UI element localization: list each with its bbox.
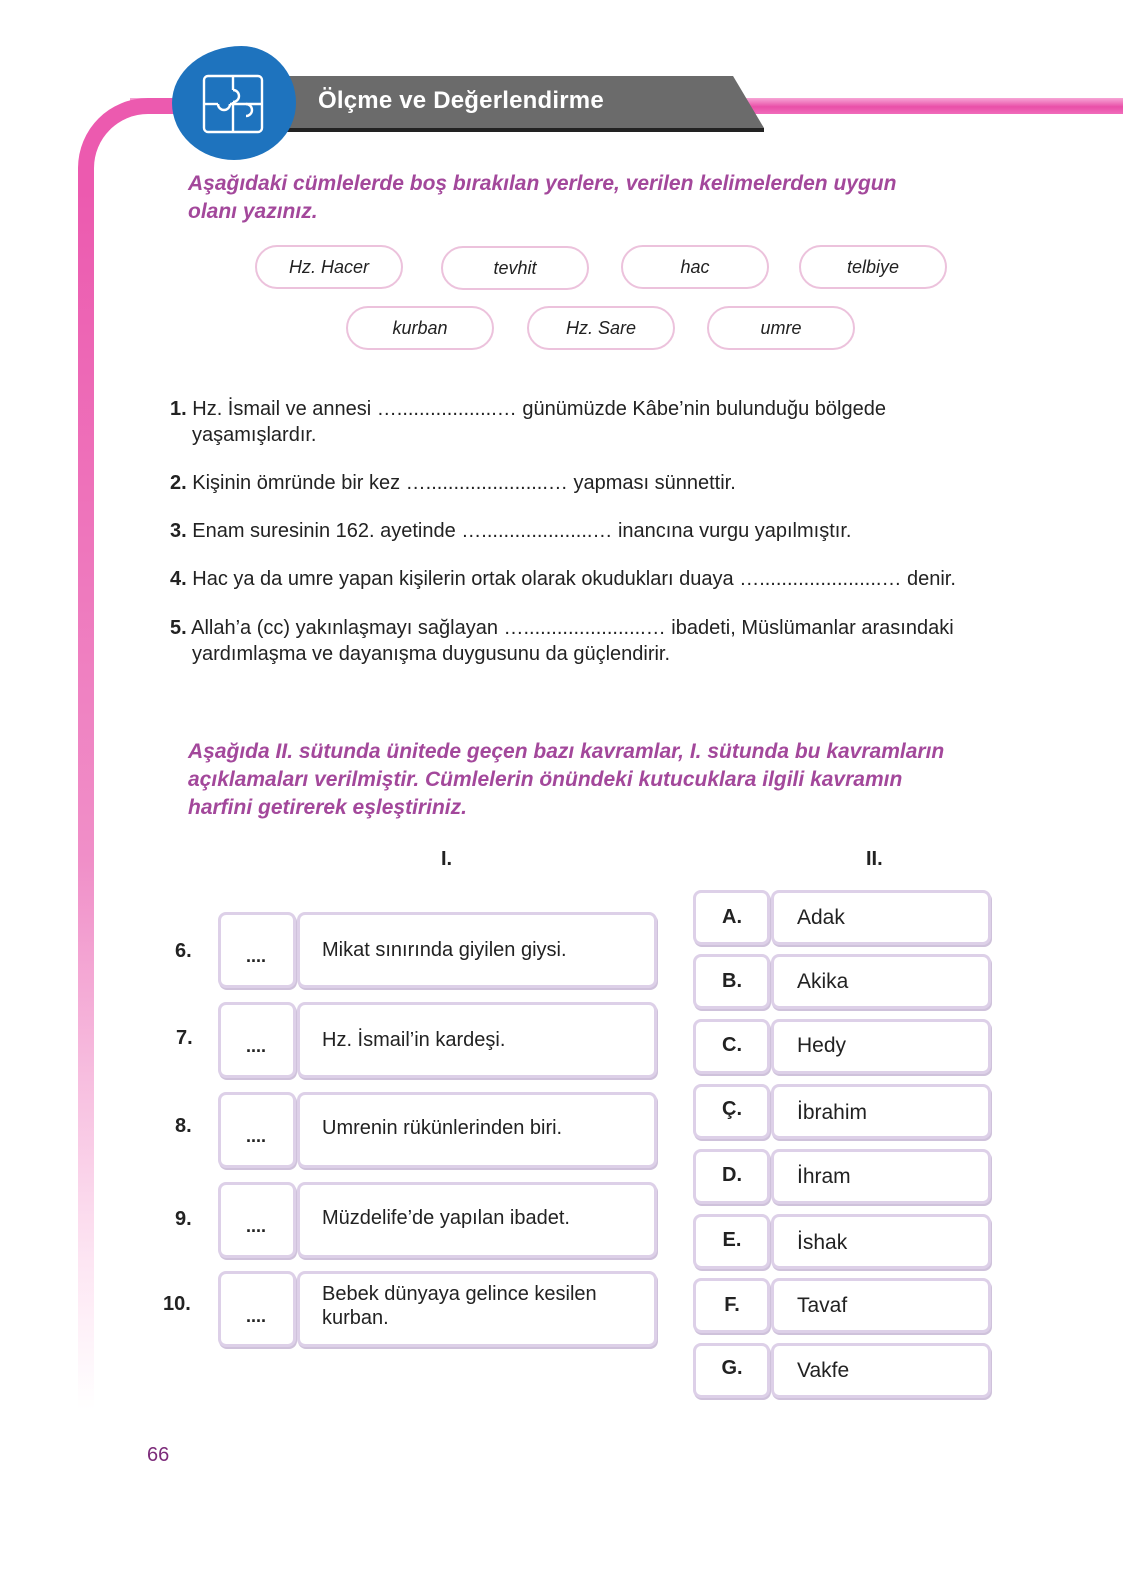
puzzle-icon [202,74,264,134]
section1-instruction: Aşağıdaki cümlelerde boş bırakılan yerlere, verilen kelimelerden uygun olanı yazınız. [188,172,897,223]
header-badge [172,46,296,160]
word-chip: kurban [346,306,494,350]
page-title: Ölçme ve Değerlendirme [318,87,604,114]
word-chip: tevhit [441,246,589,290]
word-chip: telbiye [799,245,947,289]
header-banner [248,76,764,128]
question-1: 1. Hz. İsmail ve annesi …..................… günümüzde Kâbe’nin bulunduğu bölgede yaşamışlardır. [170,398,886,446]
pink-frame-corner [78,98,178,198]
page-number: 66 [147,1444,170,1466]
word-chip: umre [707,306,855,350]
question-3: 3. Enam suresinin 162. ayetinde …....................… inancına vurgu yapılmıştır. [170,520,852,542]
column-2-heading: II. [866,848,883,870]
question-5: 5. Allah’a (cc) yakınlaşmayı sağlayan …......................… ibadeti, Müslümanlar arasındaki yardımlaşma ve dayanışma duygusunu da güçlendirir. [170,617,954,665]
question-4: 4. Hac ya da umre yapan kişilerin ortak olarak okudukları duaya …......................… denir. [170,568,956,590]
word-chip: Hz. Hacer [255,245,403,289]
pink-frame-left [78,190,94,1410]
question-2: 2. Kişinin ömründe bir kez …......................… yapması sünnettir. [170,472,736,494]
section2-instruction: Aşağıda II. sütunda ünitede geçen bazı kavramlar, I. sütunda bu kavramların açıklamaları verilmiştir. Cümlelerin önündeki kutucuklara ilgili kavramın harfini getirerek eşleştiriniz. [188,740,945,819]
column-1-heading: I. [441,848,453,870]
word-chip: Hz. Sare [527,306,675,350]
word-chip: hac [621,245,769,289]
